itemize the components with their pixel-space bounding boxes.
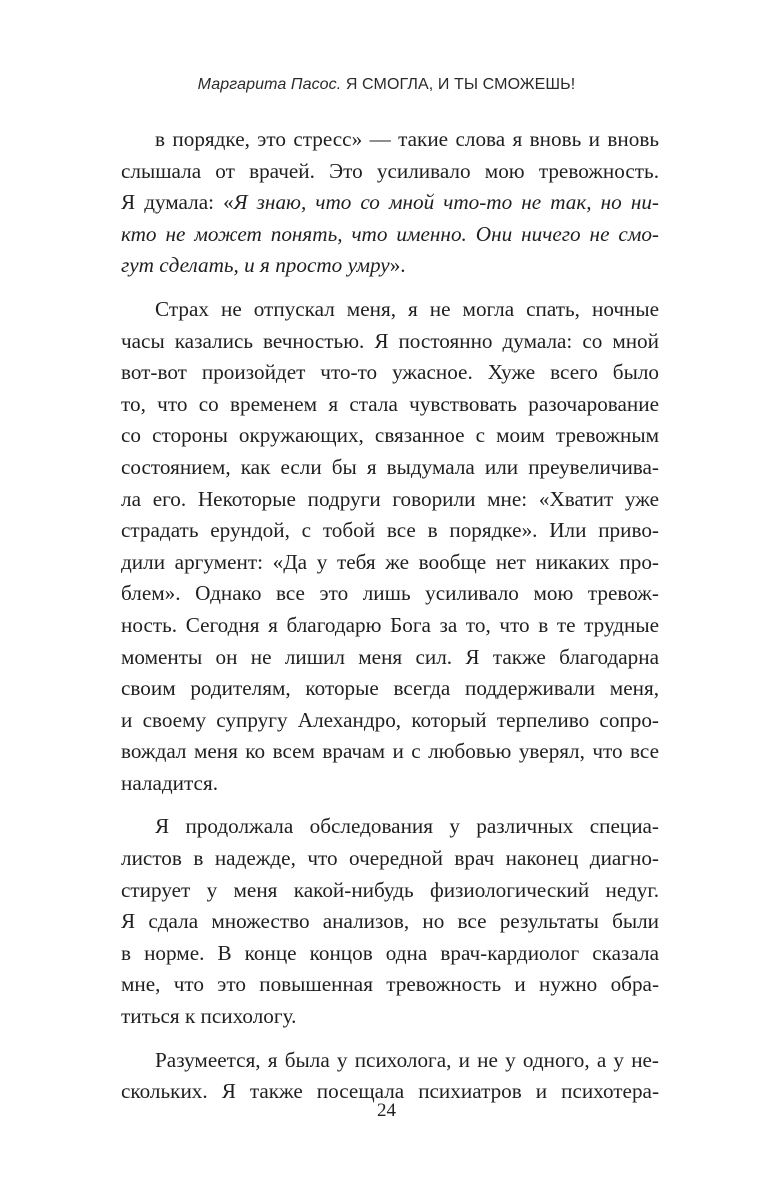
text-segment: листов в надежде, что очередной врач наконец диагно- [121,846,659,871]
text-line [121,187,659,219]
body-text [121,124,659,1120]
text-line [121,1001,659,1033]
text-line [121,875,659,907]
text-line [121,705,659,737]
text-line [121,326,659,358]
text-line [121,938,659,970]
text-line [121,420,659,452]
text-line [121,484,659,516]
text-line [121,768,659,800]
text-line [121,547,659,579]
text-line [121,452,659,484]
text-segment: моменты он не лишил меня сил. Я также благодарна [121,644,659,669]
text-line [121,811,659,843]
italic-text: Я знаю, что со мной что-то не так, но ни- [233,190,659,215]
text-segment: ла его. Некоторые подруги говорили мне: «Хватит уже [121,486,659,511]
text-segment: вот-вот произойдет что-то ужасное. Хуже всего было [121,360,659,385]
running-header-title: Я СМОГЛА, И ТЫ СМОЖЕШЬ! [341,76,576,93]
text-segment: часы казались вечностью. Я постоянно думала: со мной [121,328,659,353]
text-line [121,642,659,674]
text-line [121,1045,659,1077]
text-segment: то, что со временем я стала чувствовать разочарование [121,391,659,416]
text-line [121,969,659,1001]
text-line [121,843,659,875]
text-line [121,673,659,705]
text-segment: Страх не отпускал меня, я не могла спать, ночные [155,296,659,321]
text-segment: стирует у меня какой-нибудь физиологический недуг. [121,877,659,902]
text-segment: вождал меня ко всем врачам и с любовью уверял, что все [121,739,659,764]
text-line [121,124,659,156]
text-segment: наладится. [121,770,218,795]
page-number: 24 [377,1100,396,1121]
text-segment: скольких. Я также посещала психиатров и психотера- [121,1079,659,1104]
text-line [121,294,659,326]
text-segment: состоянием, как если бы я выдумала или преувеличива- [121,454,659,479]
text-line [121,736,659,768]
paragraph [121,294,659,800]
text-segment: слышала от врачей. Это усиливало мою тревожность. [121,158,659,183]
text-segment: в норме. В конце концов одна врач-кардиолог сказала [121,940,659,965]
paragraph [121,124,659,282]
text-segment: в порядке, это стресс» — такие слова я вновь и вновь [155,127,659,151]
text-line [121,578,659,610]
text-segment: страдать ерундой, с тобой все в порядке». Или приво- [121,518,659,543]
text-segment: Я думала: « [121,190,234,215]
text-segment: ». [389,253,406,278]
text-segment: блем». Однако все это лишь усиливало мою тревож- [121,581,659,606]
text-segment: Я сдала множество анализов, но все результаты были [121,909,659,934]
text-segment: и своему супругу Алехандро, который терпеливо сопро- [121,707,659,732]
text-line [121,156,659,188]
text-segment: ность. Сегодня я благодарю Бога за то, что в те трудные [121,612,659,637]
text-line [121,219,659,251]
text-line [121,610,659,642]
running-header [0,76,773,94]
text-segment: титься к психологу. [121,1004,297,1029]
text-line [121,389,659,421]
text-segment: мне, что это повышенная тревожность и нужно обра- [121,972,659,997]
text-line [121,906,659,938]
text-segment: дили аргумент: «Да у тебя же вообще нет никаких про- [121,549,659,574]
italic-text: кто не может понять, что именно. Они ничего не смо- [121,221,659,246]
text-segment: Разумеется, я была у психолога, и не у одного, а у не- [155,1047,659,1072]
text-segment: своим родителям, которые всегда поддерживали меня, [121,676,659,701]
italic-text: гут сделать, и я просто умру [121,253,390,278]
text-line [121,357,659,389]
text-line [121,515,659,547]
text-segment: Я продолжала обследования у различных специа- [155,814,659,839]
text-line [121,250,659,282]
paragraph [121,811,659,1032]
text-segment: со стороны окружающих, связанное с моим тревожным [121,423,659,448]
paragraph [121,1045,659,1108]
running-header-author: Маргарита Пасос. [197,76,342,93]
